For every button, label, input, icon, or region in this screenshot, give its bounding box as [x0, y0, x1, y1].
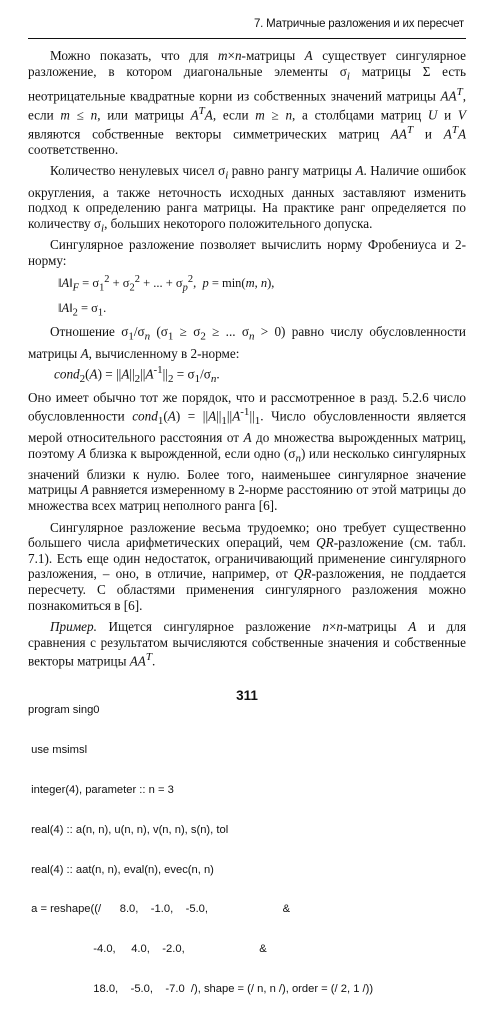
code-line: a = reshape((/ 8.0, -1.0, -5.0, &: [28, 903, 291, 916]
code-line: real(4) :: aat(n, n), eval(n), evec(n, n): [28, 863, 214, 876]
formula-cond2: cond$_2$(A) = $||A||_2||A^{-1}||_2 = \sigma_1/\sigma_n$.: [54, 364, 220, 386]
formula-2norm: $‖A‖_2 = \sigma_1$.: [58, 300, 107, 319]
paragraph-2: Количество ненулевых чисел $\sigma_i$ равно рангу матрицы A. Наличие ошибок округления, а также неточность исходных данных заставляют изменить подход к определению ранга матрицы. На практике ранг определяется по количеству $\sigma_i$, больших некоторого положительного допуска.: [28, 163, 467, 235]
paragraph-6: Сингулярное разложение весьма трудоемко; оно требует существенно большего числа арифметических операций, чем QR-разложение (см. табл. 7.1). Есть еще один недостаток, ограничивающий применение сингулярного разложения, – оно, в отличие, например, от QR-разложения, не поддается пересчету. С областями применения сингулярного разложения можно познакомиться в [6].: [28, 519, 466, 613]
paragraph-example: Пример. Ищется сингулярное разложение n×n-матрицы A и для сравнения с результатом вычисляются собственные значения и собственные векторы матрицы $AA^T$.: [28, 619, 467, 669]
code-line: 18.0, -5.0, -7.0 /), shape = (/ n, n /), order = (/ 2, 1 /)): [28, 983, 374, 996]
running-header: [28, 14, 466, 39]
formula-frobenius: $‖A‖_F = \sigma_1^2 + \sigma_2^2$ + ... + $\sigma_p^2$, p = min(m, n),: [58, 274, 275, 294]
code-line: integer(4), parameter :: n = 3: [28, 783, 174, 796]
paragraph-3: Сингулярное разложение позволяет вычислить норму Фробениуса и 2-норму:: [28, 237, 466, 268]
page-number: 311: [236, 688, 258, 703]
code-listing: [28, 677, 466, 1023]
page-content: [28, 48, 466, 1023]
paragraph-5: Оно имеет обычно тот же порядок, что и рассмотренное в разд. 5.2.6 число обусловленности cond$_1$(A) = $||A||_1||A^{-1}||_1$. Число обусловленности является мерой относительного расстояния от A до множества вырожденных матриц, поэтому A близка к вырожденной, если одно $(\sigma_n)$ или несколько сингулярных значений близки к нулю. Более того, наименьшее сингулярное значение матрицы A равняется измеренному в 2-норме расстоянию от этой матрицы до множества всех матриц неполного ранга [6].: [28, 389, 467, 514]
code-line: program sing0: [28, 703, 100, 716]
header-title: 7. Матричные разложения и их пересчет: [253, 18, 464, 30]
paragraph-4: Отношение $\sigma_1/\sigma_n$ ($\sigma_1 \ge \sigma_2$ ≥ ... $\sigma_n > 0$) равно числу обусловленности матрицы A, вычисленному в 2-норме:: [28, 324, 466, 361]
code-line: real(4) :: a(n, n), u(n, n), v(n, n), s(n), tol: [28, 823, 229, 836]
code-line: use msimsl: [28, 743, 88, 756]
paragraph-1: Можно показать, что для m×n-матрицы A существует сингулярное разложение, в котором диагональные элементы $\sigma_i$ матрицы Σ есть неотрицательные квадратные корни из собственных значений матрицы $AA^T$, если m ≤ n, или матрицы $A^TA$, если m ≥ n, а столбцами матриц U и V являются собственные векторы симметрических матриц $AA^T$ и $A^TA$ соответственно.: [28, 48, 467, 157]
code-line: -4.0, 4.0, -2.0, &: [28, 943, 267, 956]
